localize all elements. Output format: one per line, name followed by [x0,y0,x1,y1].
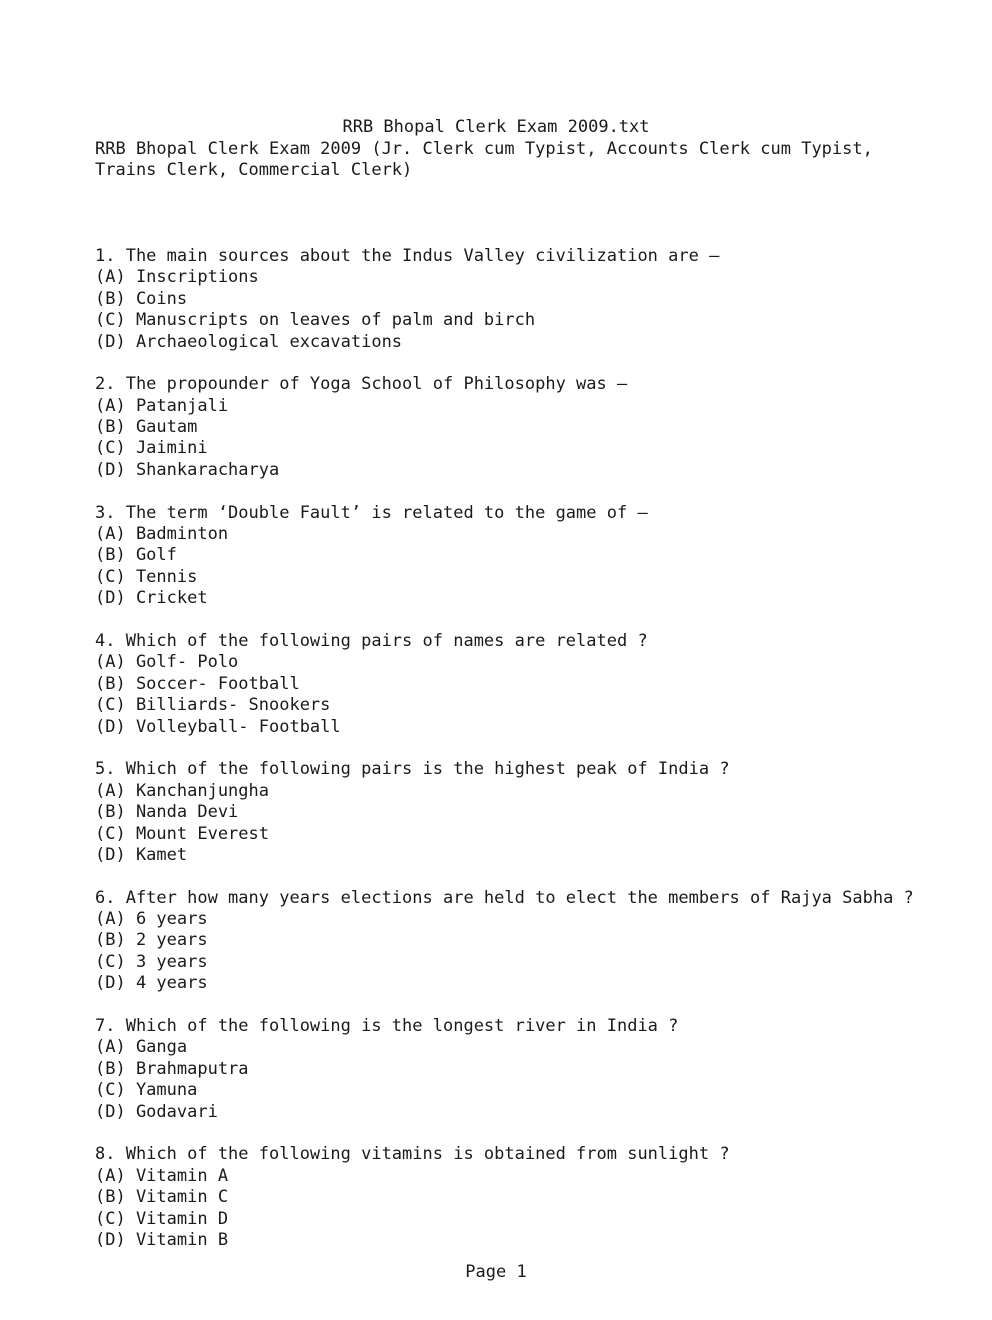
option-b: (B) Coins [95,288,188,309]
option-d: (D) Archaeological excavations [95,331,403,352]
question-5 [95,759,955,866]
option-d: (D) Godavari [95,1101,218,1122]
page-number: Page 1 [465,1262,527,1282]
option-d: (D) Shankaracharya [95,459,280,480]
option-c: (C) 3 years [95,951,208,972]
option-a: (A) Inscriptions [95,267,259,288]
question-text: 4. Which of the following pairs of names are related ? [95,631,648,651]
question-7 [95,1016,955,1123]
option-a: (A) Kanchanjungha [95,780,269,801]
question-text: 3. The term ‘Double Fault’ is related to the game of – [95,502,648,523]
option-c: (C) Billiards- Snookers [95,695,331,716]
question-text: 1. The main sources about the Indus Valley civilization are – [95,245,720,266]
option-d: (D) Volleyball- Football [95,716,341,737]
option-d: (D) Vitamin B [95,1229,229,1250]
option-a: (A) Badminton [95,524,229,545]
option-a: (A) 6 years [95,909,208,930]
question-3 [95,503,955,610]
option-c: (C) Manuscripts on leaves of palm and birch [95,310,536,331]
exam-heading-line-2: Trains Clerk, Commercial Clerk) [95,160,413,181]
question-1 [95,246,955,353]
question-2 [95,374,955,481]
option-b: (B) Soccer- Football [95,673,300,694]
option-a: (A) Ganga [95,1037,188,1058]
question-text: 8. Which of the following vitamins is obtained from sunlight ? [95,1144,730,1165]
option-a: (A) Vitamin A [95,1165,229,1186]
option-b: (B) Nanda Devi [95,802,239,823]
question-8 [95,1144,955,1251]
question-text: 5. Which of the following pairs is the highest peak of India ? [95,759,730,780]
option-b: (B) Vitamin C [95,1187,229,1208]
document-body [95,139,955,1273]
option-c: (C) Jaimini [95,438,208,459]
option-c: (C) Tennis [95,566,198,587]
question-text: 6. After how many years elections are held to elect the members of Rajya Sabha ? [95,887,914,908]
option-a: (A) Golf- Polo [95,652,239,673]
option-a: (A) Patanjali [95,395,229,416]
option-d: (D) Kamet [95,844,188,865]
option-c: (C) Vitamin D [95,1208,229,1229]
option-b: (B) Gautam [95,417,198,438]
file-title: RRB Bhopal Clerk Exam 2009.txt [342,117,650,137]
question-text: 7. Which of the following is the longest river in India ? [95,1016,679,1037]
option-b: (B) Golf [95,545,177,566]
option-b: (B) Brahmaputra [95,1058,249,1079]
option-b: (B) 2 years [95,930,208,951]
exam-heading-line-1: RRB Bhopal Clerk Exam 2009 (Jr. Clerk cum Typist, Accounts Clerk cum Typist, [95,139,873,159]
exam-heading [95,139,955,182]
question-4 [95,631,955,738]
option-c: (C) Mount Everest [95,823,269,844]
option-d: (D) 4 years [95,973,208,994]
option-c: (C) Yamuna [95,1080,198,1101]
question-6 [95,888,955,995]
option-d: (D) Cricket [95,588,208,609]
question-text: 2. The propounder of Yoga School of Philosophy was – [95,374,628,395]
